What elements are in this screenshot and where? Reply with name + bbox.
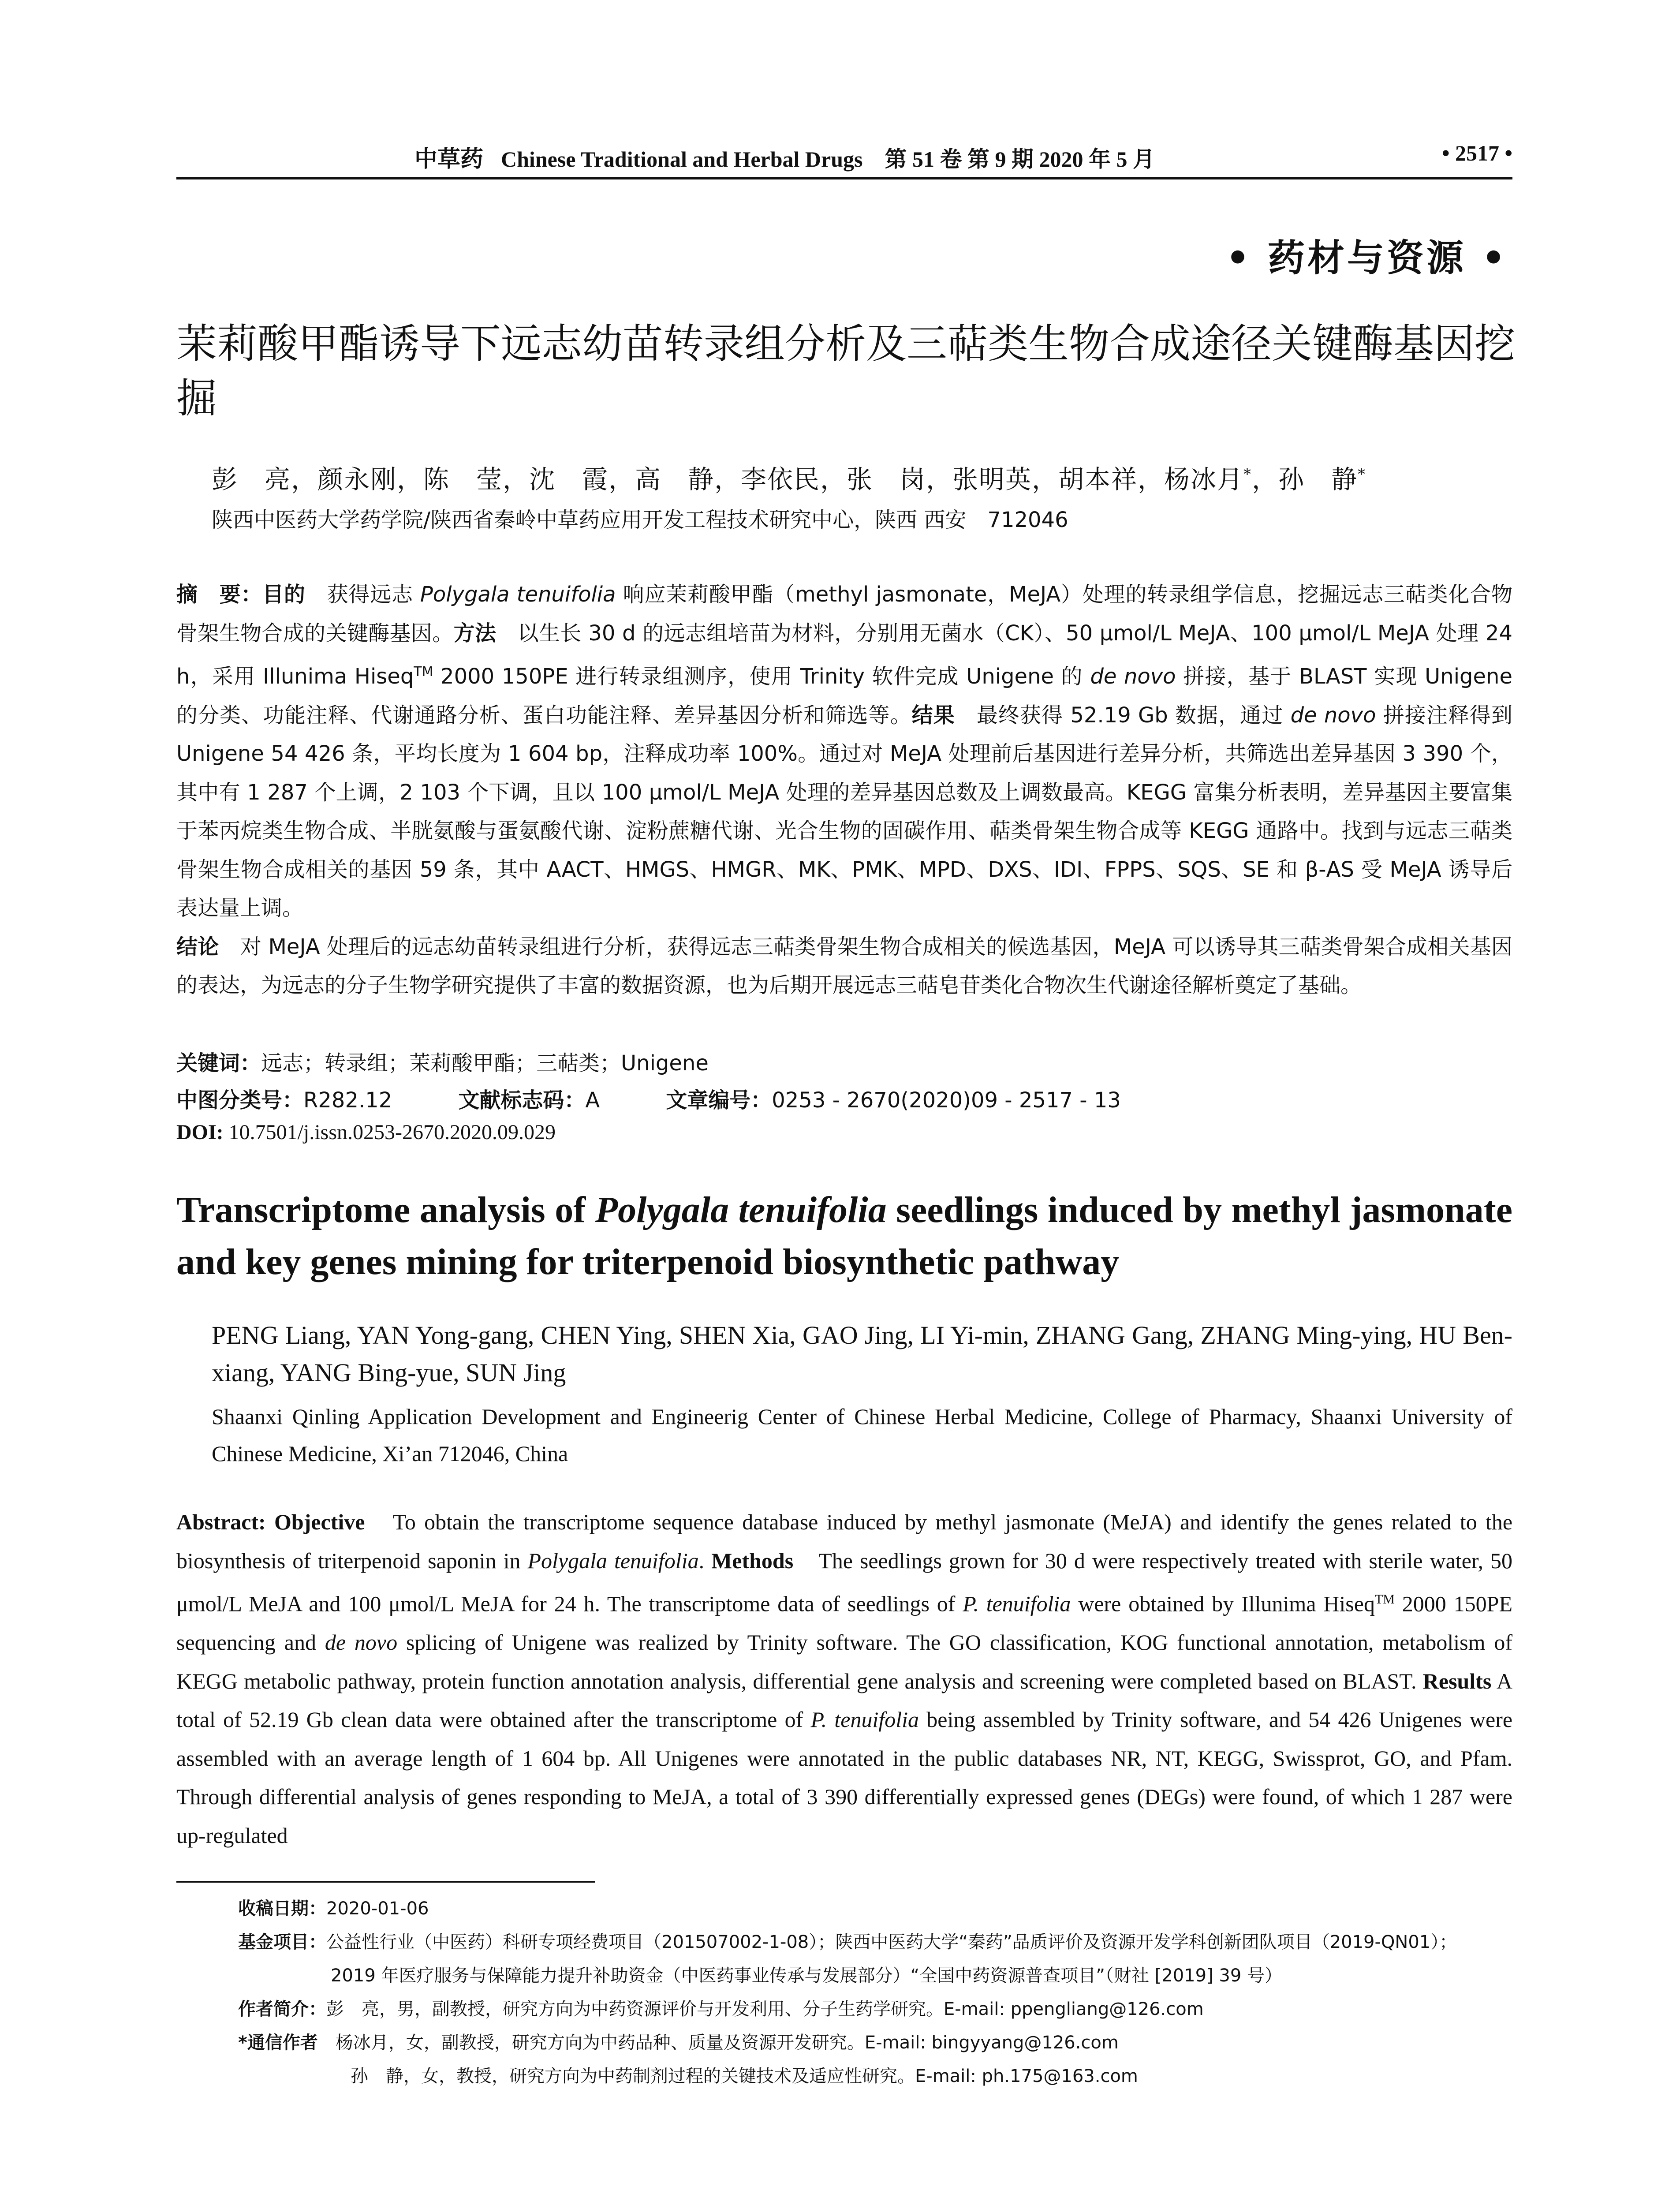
- footnote-corresponding: *通信作者 杨冰月，女，副教授，研究方向为中药品种、质量及资源开发研究。E-mail: bingyyang@126.com: [238, 2033, 1119, 2053]
- journal-issue: Chinese Traditional and Herbal Drugs 第 51 卷 第 9 期 2020 年 5 月: [501, 147, 1155, 172]
- cn-authors: 彭 亮，颜永刚，陈 莹，沈 霞，高 静，李依民，张 岗，张明英，胡本祥，杨冰月*，孙 静*: [212, 464, 1366, 494]
- footnote-fund-cont: 2019 年医疗服务与保障能力提升补助资金（中医药事业传承与发展部分）“全国中药资源普查项目”（财社 [2019] 39 号）: [331, 1966, 1283, 1986]
- section-label: • 药材与资源 •: [1226, 236, 1508, 280]
- footnote-author: 作者简介：彭 亮，男，副教授，研究方向为中药资源评价与开发利用、分子生药学研究。E-mail: ppengliang@126.com: [238, 1999, 1204, 2019]
- footnote-received: 收稿日期：2020-01-06: [238, 1899, 429, 1919]
- running-header: [176, 140, 1512, 176]
- journal-info: [414, 140, 1155, 173]
- en-affiliation: Shaanxi Qinling Application Development and Engineerig Center of Chinese Herbal Medicine, College of Pharmacy, Shaanxi University of Chinese Medicine, Xi’an 712046, China: [212, 1404, 1512, 1466]
- cn-keywords: 关键词：远志；转录组；茉莉酸甲酯；三萜类；Unigene: [176, 1051, 709, 1076]
- page-number: • 2517 •: [1441, 141, 1512, 165]
- cn-classification: 中图分类号：R282.12 文献标志码：A 文章编号：0253 - 2670(2020)09 - 2517 - 13: [176, 1088, 1121, 1113]
- footnote-corresponding-2: 孙 静，女，教授，研究方向为中药制剂过程的关键技术及适应性研究。E-mail: ph.175@163.com: [351, 2066, 1138, 2086]
- journal-logo: 中草药: [414, 146, 484, 172]
- doi: DOI: 10.7501/j.issn.0253-2670.2020.09.029: [176, 1121, 556, 1144]
- en-title: Transcriptome analysis of Polygala tenuifolia seedlings induced by methyl jasmonate and key genes mining for triterpenoid biosynthetic pathway: [176, 1189, 1513, 1282]
- header-rule: [176, 177, 1512, 179]
- en-authors: PENG Liang, YAN Yong-gang, CHEN Ying, SHEN Xia, GAO Jing, LI Yi-min, ZHANG Gang, ZHANG Ming-ying, HU Ben-xiang, YANG Bing-yue, SUN Jing: [212, 1321, 1512, 1387]
- en-abstract: Abstract: Objective To obtain the transcriptome sequence database induced by methyl jasmonate (MeJA) and identify the genes related to the biosynthesis of triterpenoid saponin in Polygala tenuifolia. Methods The seedlings grown for 30 d were respectively treated with sterile water, 50 μmol/L MeJA and 100 μmol/L MeJA for 24 h. The transcriptome data of seedlings of P. tenuifolia were obtained by Illunima Hiseq™ 2000 150PE sequencing and de novo splicing of Unigene was realized by Trinity software. The GO classification, KOG functional annotation, metabolism of KEGG metabolic pathway, protein function annotation analysis, differential gene analysis and screening were completed based on BLAST. Results A total of 52.19 Gb clean data were obtained after the transcriptome of P. tenuifolia being assembled by Trinity software, and 54 426 Unigenes were assembled with an average length of 1 604 bp. All Unigenes were annotated in the public databases NR, NT, KEGG, Swissprot, GO, and Pfam. Through differential analysis of genes responding to MeJA, a total of 3 390 differentially expressed genes (DEGs) were found, of which 1 287 were up-regulated: [176, 1510, 1513, 1848]
- cn-title: 茉莉酸甲酯诱导下远志幼苗转录组分析及三萜类生物合成途径关键酶基因挖掘: [176, 320, 1516, 422]
- cn-abstract: 摘 要：目的 获得远志 Polygala tenuifolia 响应茉莉酸甲酯（methyl jasmonate，MeJA）处理的转录组学信息，挖掘远志三萜类化合物骨架生物合成的关键酶基因。方法 以生长 30 d 的远志组培苗为材料，分别用无菌水（CK）、50 μmol/L MeJA、100 μmol/L MeJA 处理 24 h，采用 Illunima Hiseq™ 2000 150PE 进行转录组测序，使用 Trinity 软件完成 Unigene 的 de novo 拼接，基于 BLAST 实现 Unigene 的分类、功能注释、代谢通路分析、蛋白功能注释、差异基因分析和筛选等。结果 最终获得 52.19 Gb 数据，通过 de novo 拼接注释得到 Unigene 54 426 条，平均长度为 1 604 bp，注释成功率 100%。通过对 MeJA 处理前后基因进行差异分析，共筛选出差异基因 3 390 个，其中有 1 287 个上调，2 103 个下调，且以 100 μmol/L MeJA 处理的差异基因总数及上调数最高。KEGG 富集分析表明，差异基因主要富集于苯丙烷类生物合成、半胱氨酸与蛋氨酸代谢、淀粉蔗糖代谢、光合生物的固碳作用、萜类骨架生物合成等 KEGG 通路中。找到与远志三萜类骨架生物合成相关的基因 59 条，其中 AACT、HMGS、HMGR、MK、PMK、MPD、DXS、IDI、FPPS、SQS、SE 和 β-AS 受 MeJA 诱导后表达量上调。 结论 对 MeJA 处理后的远志幼苗转录组进行分析，获得远志三萜类骨架生物合成相关的候选基因，MeJA 可以诱导其三萜类骨架合成相关基因的表达，为远志的分子生物学研究提供了丰富的数据资源，也为后期开展远志三萜皂苷类化合物次生代谢途径解析奠定了基础。: [176, 582, 1512, 998]
- footnote-rule: [176, 1881, 595, 1883]
- footnote-fund: 基金项目：公益性行业（中医药）科研专项经费项目（201507002-1-08）；陕西中医药大学“秦药”品质评价及资源开发学科创新团队项目（2019-QN01）；: [238, 1932, 1457, 1952]
- footnotes: [238, 1892, 1517, 2093]
- cn-affiliation: 陕西中医药大学药学院/陕西省秦岭中草药应用开发工程技术研究中心，陕西 西安 712046: [212, 508, 1068, 532]
